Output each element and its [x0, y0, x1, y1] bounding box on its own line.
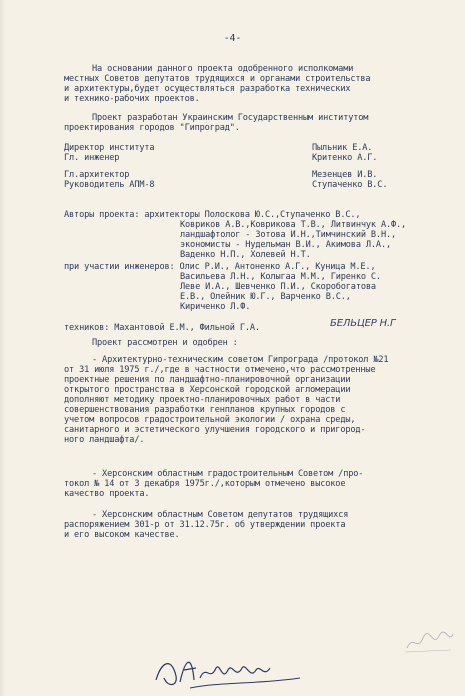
authors-line: Ваденко Н.П., Холевей Н.Т. [180, 250, 311, 260]
official-title: Директор института [64, 143, 155, 153]
paragraph-line: Проект рассмотрен и одобрен : [92, 338, 238, 348]
authors-line: ландшафтолог - Зотова И.Н.,Тимчинский В.Н., [180, 230, 397, 240]
official-title: Руководитель АПМ-8 [64, 180, 155, 190]
official-title: Гл.архитектор [64, 170, 130, 180]
authors-line: Авторы проекта: архитекторы Полоскова Ю.С.,Ступаченко В.С., [64, 210, 361, 220]
paragraph-line: и технико-рабочих проектов. [64, 94, 200, 104]
engineers-line: Васильева Л.Н., Колыгаа М.М., Гиренко С. [180, 272, 381, 282]
authors-line: экономисты - Нудельман В.И., Акимова Л.А., [180, 240, 392, 250]
approval-line: - Херсонским областным градостроительным Советом /про- [92, 469, 364, 479]
paragraph-line: местных Советов депутатов трудящихся и органами строительства [64, 74, 371, 84]
approval-line: токол № 14 от 3 декабря 1975г./,которым отмечено высокое [64, 479, 346, 489]
approval-line: - Архитектурно-техническим советом Гипрограда /протокол №21 [92, 355, 389, 365]
official-name: Мезенцев И.В. [312, 170, 378, 180]
approval-line: и его высоком качестве. [64, 530, 180, 540]
approval-line: ного ландшафта/. [64, 435, 145, 445]
engineers-line: Кириченко Л.Ф. [180, 302, 251, 312]
paragraph-line: На основании данного проекта одобренного исполкомами [92, 64, 354, 74]
signature [150, 652, 310, 694]
approval-line: проектные решения по ландшафтно-планировочной организации [64, 375, 351, 385]
approval-line: качество проекта. [64, 489, 150, 499]
paragraph-line: Проект разработан Украинским Государственным институтом [92, 113, 369, 123]
corner-signature [403, 626, 455, 656]
approval-line: дополняют методику проектно-планировочных работ в части [64, 395, 341, 405]
page-edge-shadow [0, 0, 6, 696]
approval-line: - Херсонским областным Советом депутатов трудящихся [92, 510, 349, 520]
paragraph-line: проектирования городов "Гипроград". [64, 123, 240, 133]
engineers-line: Е.В., Олейник Ю.Г., Варченко В.С., [180, 292, 351, 302]
approval-line: учетом вопросов градостроительной экологии / охрана среды, [64, 415, 356, 425]
engineers-line: при участии инженеров: Олис Р.И., Антоненко А.Г., Куница М.Е., [64, 262, 376, 272]
page-number: -4- [223, 33, 242, 44]
engineers-line: Левe И.А., Шевченко П.И., Скоробогатова [180, 282, 376, 292]
official-name: Критенко А.Г. [312, 153, 378, 163]
approval-line: санитарного и эстетического улучшения городского и пригород- [64, 425, 366, 435]
approval-line: распоряжением 301-р от 31.12.75г. об утверждении проекта [64, 520, 346, 530]
approval-line: совершенствования разработки генпланов крупных городов с [64, 405, 346, 415]
technicians-line: техников: Махантовой Е.М., Фильной Г.А. [64, 323, 260, 333]
approval-line: от 31 июля 1975 г./,где в частности отмечено,что рассмотренные [64, 365, 376, 375]
handwritten-name: БЕЛЬЦЕР Н.Г [330, 318, 396, 329]
official-title: Гл. инженер [64, 153, 120, 163]
official-name: Пыльник Е.А. [312, 143, 373, 153]
official-name: Ступаченко В.С. [312, 180, 388, 190]
paragraph-line: и архитектуры,будет осуществляться разработка технических [64, 84, 351, 94]
authors-line: Ковриков А.В.,Коврикова Т.В., Литвинчук А.Ф., [180, 220, 407, 230]
approval-line: открытого пространства в Херсонской городской агломерации [64, 385, 351, 395]
